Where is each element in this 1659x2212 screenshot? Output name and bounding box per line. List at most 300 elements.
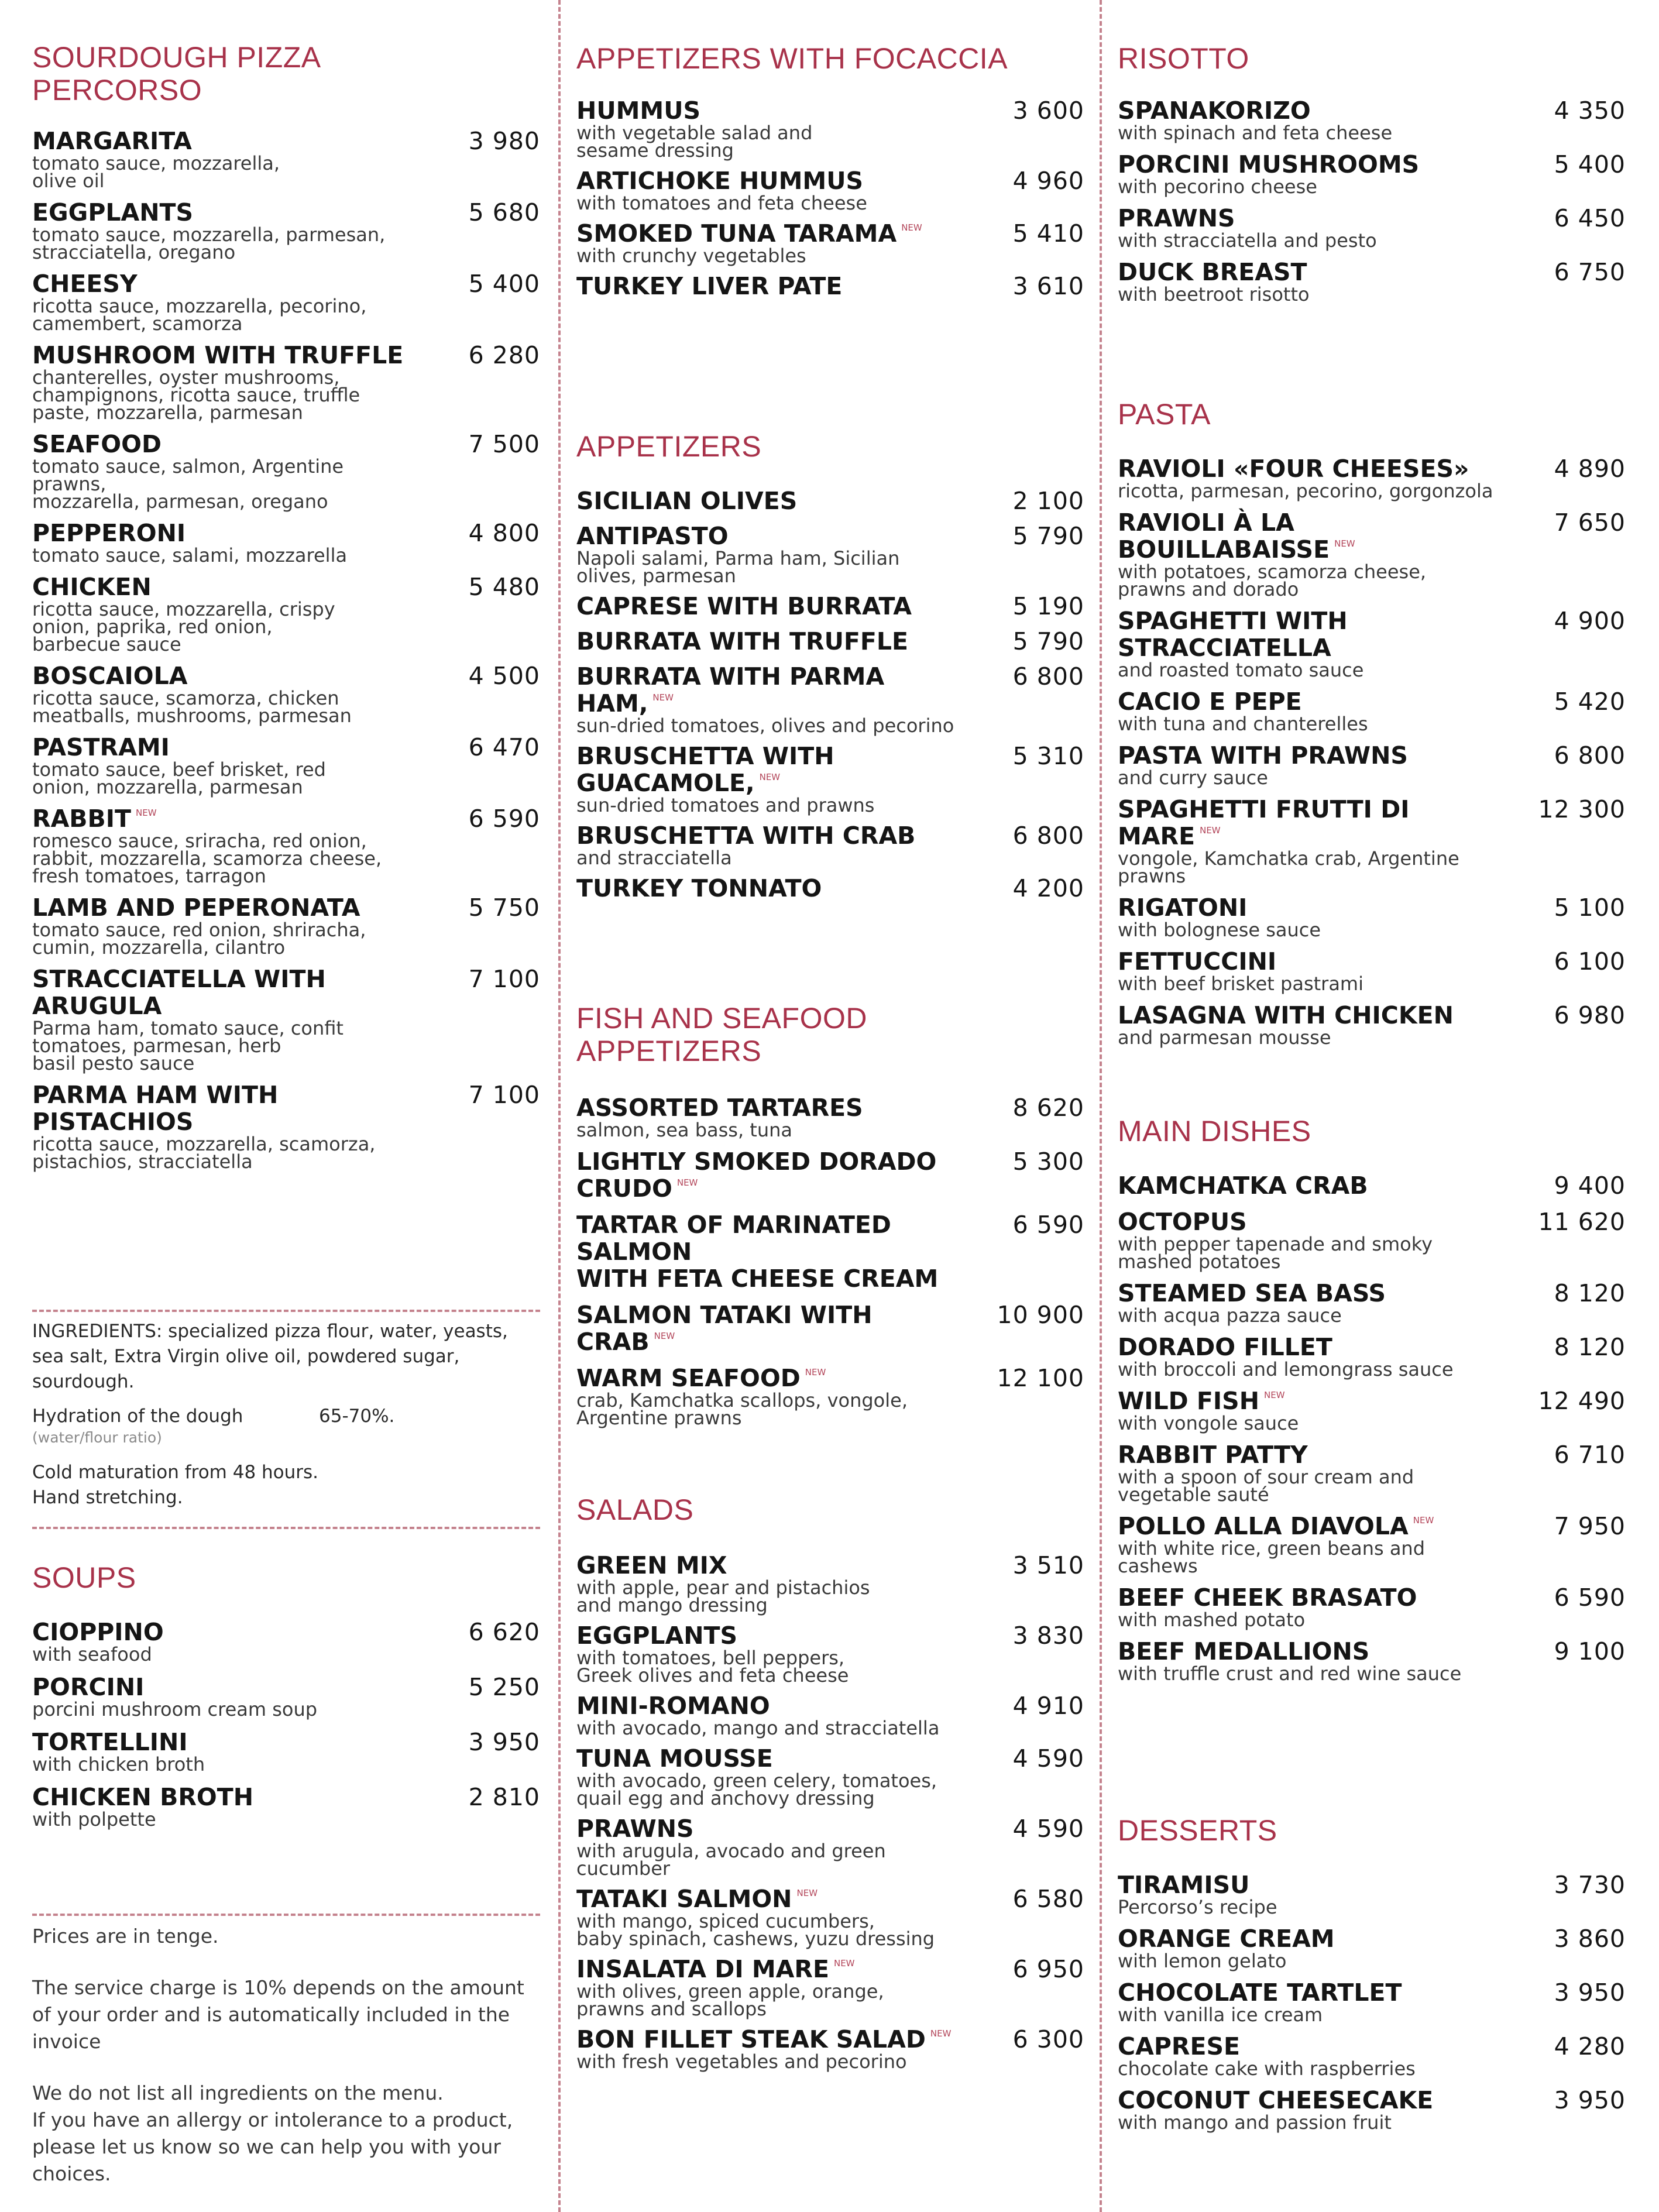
item-description: with chicken broth [32, 1753, 205, 1775]
new-badge: NEW [1334, 538, 1355, 549]
new-badge: NEW [676, 1177, 698, 1188]
item-name-text: ORANGE CREAM [1118, 1925, 1335, 1953]
item-description: with avocado, mango and stracciatella [576, 1717, 940, 1739]
menu-item [32, 430, 540, 513]
item-name-text: GREEN MIX [576, 1551, 727, 1579]
item-price: 4 590 [1012, 1744, 1084, 1773]
item-name [32, 1081, 540, 1135]
menu-item [576, 662, 1084, 737]
item-name [1118, 1638, 1626, 1665]
item-name [1118, 1871, 1626, 1898]
item-description: with white rice, green beans and cashews [1118, 1537, 1426, 1577]
item-price: 6 300 [1012, 2025, 1084, 2053]
item-description: chocolate cake with raspberries [1118, 2058, 1416, 2080]
item-name [576, 1956, 1084, 1983]
item-price: 4 960 [1012, 167, 1084, 195]
item-name-text: RIGATONI [1118, 894, 1248, 922]
item-name-text: SPANAKORIZO [1118, 97, 1311, 125]
item-description: with apple, pear and pistachios and mango dressing [576, 1576, 870, 1616]
item-description: with arugula, avocado and green cucumber [576, 1840, 886, 1880]
menu-item [1118, 509, 1626, 598]
item-name [1118, 2033, 1626, 2060]
menu-item [576, 487, 1084, 514]
item-price: 9 400 [1554, 1172, 1626, 1200]
divider [32, 1527, 540, 1529]
item-name-text: CHICKEN BROTH [32, 1783, 254, 1811]
item-price: 3 610 [1012, 272, 1084, 300]
menu-item [1118, 796, 1626, 885]
item-name [32, 1674, 540, 1701]
item-description: with pecorino cheese [1118, 176, 1317, 198]
item-description: ricotta sauce, mozzarella, scamorza, pistachios, stracciatella [32, 1133, 376, 1173]
menu-item [1118, 455, 1626, 500]
item-price: 4 200 [1012, 874, 1084, 902]
menu-item [32, 662, 540, 727]
item-name [1118, 509, 1626, 563]
menu-list [1118, 97, 1626, 303]
item-name-text: MUSHROOM WITH TRUFFLE [32, 341, 404, 369]
menu-item [1118, 607, 1626, 679]
item-name-text: SEAFOOD [32, 430, 162, 458]
menu-item [32, 270, 540, 335]
main-section [1118, 1115, 1626, 1685]
item-price: 4 500 [468, 662, 540, 690]
item-name-text: LAMB AND PEPERONATA [32, 894, 360, 922]
item-description: ricotta sauce, mozzarella, pecorino, camembert, scamorza [32, 295, 367, 335]
menu-item [1118, 1925, 1626, 1970]
menu-item [576, 220, 1084, 265]
item-description: porcini mushroom cream soup [32, 1698, 318, 1720]
item-description: and roasted tomato sauce [1118, 659, 1364, 681]
item-description: salmon, sea bass, tuna [576, 1119, 793, 1141]
item-price: 6 800 [1554, 741, 1626, 770]
item-description: with spinach and feta cheese [1118, 122, 1393, 144]
item-price: 3 730 [1554, 1871, 1626, 1899]
new-badge: NEW [930, 2028, 952, 2039]
item-name-text: STEAMED SEA BASS [1118, 1279, 1386, 1307]
item-name-text: CACIO E PEPE [1118, 688, 1302, 716]
item-description: tomato sauce, salami, mozzarella [32, 544, 348, 566]
item-name-text: BON FILLET STEAK SALAD [576, 2025, 926, 2053]
item-price: 4 910 [1012, 1692, 1084, 1720]
item-name [576, 628, 1084, 655]
item-price: 3 510 [1012, 1551, 1084, 1579]
menu-item [576, 1365, 1084, 1427]
new-badge: NEW [652, 692, 674, 703]
footer-notes [32, 1914, 540, 2187]
item-name-text: BEEF CHEEK BRASATO [1118, 1584, 1417, 1612]
item-name [576, 97, 1084, 124]
item-name-text: TIRAMISU [1118, 1871, 1250, 1899]
item-name [576, 2026, 1084, 2053]
column-divider-right [1100, 0, 1102, 2212]
item-price: 12 300 [1538, 795, 1626, 823]
item-name-text: BURRATA WITH TRUFFLE [576, 627, 909, 655]
item-price: 3 950 [1554, 1979, 1626, 2007]
item-price: 5 400 [468, 270, 540, 298]
item-description: with truffle crust and red wine sauce [1118, 1663, 1462, 1685]
item-name-text: RAVIOLI À LA BOUILLABAISSE [1118, 509, 1330, 564]
item-description: tomato sauce, salmon, Argentine prawns, mozzarella, parmesan, oregano [32, 455, 344, 513]
item-name-text: BURRATA WITH PARMA HAM, [576, 662, 885, 717]
menu-item [576, 273, 1084, 300]
item-name-text: WARM SEAFOOD [576, 1364, 801, 1392]
item-name-text: PRAWNS [1118, 204, 1235, 232]
item-price: 4 800 [468, 519, 540, 547]
item-description: Percorso’s recipe [1118, 1896, 1277, 1918]
item-name-text: BEEF MEDALLIONS [1118, 1637, 1370, 1665]
menu-item [1118, 741, 1626, 789]
item-price: 5 310 [1012, 742, 1084, 770]
item-name-text: BRUSCHETTA WITH GUACAMOLE, [576, 742, 834, 797]
item-price: 6 620 [468, 1618, 540, 1646]
item-name [576, 1094, 1084, 1121]
item-name-text: TUNA MOUSSE [576, 1744, 773, 1773]
item-name-text: FETTUCCINI [1118, 947, 1277, 976]
item-name [1118, 1979, 1626, 2006]
item-name-text: PASTA WITH PRAWNS [1118, 741, 1408, 770]
item-price: 3 980 [468, 127, 540, 155]
item-name [576, 1885, 1084, 1912]
item-name-text: RABBIT [32, 805, 132, 833]
new-badge: NEW [759, 772, 781, 782]
item-name [1118, 97, 1626, 124]
section-title: FISH AND SEAFOOD APPETIZERS [576, 1002, 867, 1067]
risotto-section [1118, 42, 1626, 303]
menu-item [32, 341, 540, 424]
item-name-text: SALMON TATAKI WITH CRAB [576, 1301, 873, 1356]
menu-item [32, 966, 540, 1072]
item-description: tomato sauce, mozzarella, parmesan, stracciatella, oregano [32, 224, 386, 263]
section-title: APPETIZERS WITH FOCACCIA [576, 42, 1008, 75]
item-price: 4 280 [1554, 2032, 1626, 2060]
section-title: SOURDOUGH PIZZA PERCORSO [32, 41, 321, 107]
item-price: 4 890 [1554, 455, 1626, 483]
menu-item [1118, 1871, 1626, 1916]
item-name-text: STRACCIATELLA WITH ARUGULA [32, 965, 326, 1020]
menu-list [576, 1551, 1084, 2073]
item-name [576, 487, 1084, 514]
item-price: 5 410 [1012, 219, 1084, 248]
item-price: 4 590 [1012, 1815, 1084, 1843]
menu-item [32, 1081, 540, 1173]
item-price: 12 100 [997, 1364, 1084, 1392]
item-price: 7 100 [468, 965, 540, 993]
menu-list [1118, 1172, 1626, 1685]
item-name-text: RAVIOLI «FOUR CHEESES» [1118, 455, 1469, 483]
menu-item [32, 199, 540, 261]
item-price: 7 650 [1554, 509, 1626, 537]
item-price: 8 120 [1554, 1279, 1626, 1307]
menu-item [576, 1622, 1084, 1687]
menu-item [1118, 688, 1626, 733]
maturation-note: Cold maturation from 48 hours. [32, 1462, 319, 1483]
item-name [32, 1619, 540, 1646]
item-description: with bolognese sauce [1118, 919, 1321, 941]
item-price: 6 710 [1554, 1441, 1626, 1469]
section-title: SOUPS [32, 1561, 136, 1594]
item-name [1118, 1513, 1626, 1540]
item-name [576, 875, 1084, 902]
menu-item [1118, 2086, 1626, 2134]
item-name [1118, 2087, 1626, 2114]
item-name [1118, 948, 1626, 975]
item-price: 5 400 [1554, 150, 1626, 178]
item-name [32, 199, 540, 226]
new-badge: NEW [136, 808, 157, 818]
menu-item [32, 1674, 540, 1718]
item-name-text: LIGHTLY SMOKED DORADO CRUDO [576, 1148, 937, 1203]
item-description: sun-dried tomatoes and prawns [576, 794, 875, 816]
item-description: with tomatoes and feta cheese [576, 192, 867, 214]
item-name-text: EGGPLANTS [576, 1622, 738, 1650]
column-divider-left [558, 0, 561, 2212]
item-name-text: LASAGNA WITH CHICKEN [1118, 1001, 1454, 1029]
menu-item [576, 1148, 1084, 1202]
menu-item [1118, 894, 1626, 939]
item-price: 5 480 [468, 573, 540, 601]
menu-item [576, 2025, 1084, 2073]
item-description: with broccoli and lemongrass sauce [1118, 1358, 1454, 1380]
item-description: vongole, Kamchatka crab, Argentine prawns [1118, 847, 1459, 887]
item-description: ricotta, parmesan, pecorino, gorgonzola [1118, 480, 1493, 502]
item-name [32, 431, 540, 458]
menu-list [32, 1619, 540, 1828]
section-title: RISOTTO [1118, 42, 1249, 75]
item-price: 5 750 [468, 894, 540, 922]
menu-list [32, 127, 540, 1173]
item-name-text: PASTRAMI [32, 733, 170, 761]
menu-list [576, 1094, 1084, 1427]
item-description: with beef brisket pastrami [1118, 973, 1363, 995]
menu-list [576, 487, 1084, 902]
item-price: 7 500 [468, 430, 540, 458]
section-title: SALADS [576, 1493, 694, 1526]
menu-item [32, 1619, 540, 1663]
item-name [32, 1729, 540, 1756]
new-badge: NEW [654, 1331, 675, 1341]
item-name [576, 220, 1084, 247]
item-description: Parma ham, tomato sauce, confit tomatoes, parmesan, herb basil pesto sauce [32, 1017, 344, 1074]
item-price: 3 860 [1554, 1925, 1626, 1953]
item-name-text: INSALATA DI MARE [576, 1955, 829, 1983]
item-price: 11 620 [1538, 1208, 1626, 1236]
item-name [576, 1552, 1084, 1579]
item-price: 5 300 [1012, 1148, 1084, 1176]
section-title: APPETIZERS [576, 430, 762, 463]
item-description: with stracciatella and pesto [1118, 229, 1377, 252]
menu-item [576, 593, 1084, 620]
allergy-note: We do not list all ingredients on the menu. If you have an allergy or intolerance to a product, please let us know so we can help you with your choices. [32, 2082, 513, 2185]
item-name-text: POLLO ALLA DIAVOLA [1118, 1512, 1409, 1540]
new-badge: NEW [901, 222, 922, 233]
item-price: 6 590 [1554, 1584, 1626, 1612]
item-description: with seafood [32, 1643, 152, 1665]
item-price: 7 950 [1554, 1512, 1626, 1540]
menu-item [576, 875, 1084, 902]
item-name [576, 167, 1084, 194]
item-price: 6 950 [1012, 1955, 1084, 1983]
item-description: with vanilla ice cream [1118, 2004, 1323, 2026]
item-name [1118, 742, 1626, 769]
item-price: 8 620 [1012, 1094, 1084, 1122]
item-price: 6 470 [468, 733, 540, 761]
item-price: 6 750 [1554, 258, 1626, 286]
section-title: PASTA [1118, 398, 1211, 431]
menu-item [576, 1745, 1084, 1807]
menu-item [1118, 1279, 1626, 1327]
stretching-note: Hand stretching. [32, 1487, 183, 1508]
item-price: 2 100 [1012, 487, 1084, 515]
new-badge: NEW [796, 1888, 818, 1898]
hydration-sub: (water/flour ratio) [32, 1429, 162, 1446]
item-name [1118, 1172, 1626, 1199]
item-name-text: TATAKI SALMON [576, 1885, 792, 1913]
item-name [576, 1745, 1084, 1772]
item-name-text: MINI-ROMANO [576, 1692, 770, 1720]
item-price: 2 810 [468, 1783, 540, 1811]
item-name-text: CAPRESE [1118, 2032, 1240, 2060]
item-description: chanterelles, oyster mushrooms, champignons, ricotta sauce, truffle paste, mozzarella, parmesan [32, 366, 360, 424]
ingredients-note: INGREDIENTS: specialized pizza flour, water, yeasts, sea salt, Extra Virgin olive oil, powdered sugar, sourdough. [32, 1321, 508, 1392]
menu-list [1118, 455, 1626, 1049]
menu-item [576, 1956, 1084, 2018]
menu-item [1118, 1387, 1626, 1432]
appetizers-section [576, 430, 1084, 902]
item-description: and stracciatella [576, 847, 732, 869]
item-name-text: CHICKEN [32, 573, 152, 601]
item-price: 3 950 [1554, 2086, 1626, 2114]
item-price: 5 680 [468, 198, 540, 226]
item-name [32, 270, 540, 297]
item-name-text: KAMCHATKA CRAB [1118, 1172, 1368, 1200]
item-name [576, 663, 1084, 717]
item-name-text: PRAWNS [576, 1815, 694, 1843]
menu-item [32, 573, 540, 653]
item-description: with beetroot risotto [1118, 283, 1310, 305]
item-name-text: SICILIAN OLIVES [576, 487, 798, 515]
item-name [32, 966, 540, 1019]
menu-item [32, 128, 540, 190]
fish-section [576, 1002, 1084, 1427]
item-price: 5 420 [1554, 688, 1626, 716]
item-description: with tomatoes, bell peppers, Greek olives and feta cheese [576, 1647, 849, 1687]
prices-note: Prices are in tenge. [32, 1925, 219, 1947]
menu-item [1118, 1513, 1626, 1575]
item-name [1118, 1441, 1626, 1468]
menu-item [32, 805, 540, 885]
item-name-text: PORCINI MUSHROOMS [1118, 150, 1420, 178]
item-description: with lemon gelato [1118, 1950, 1287, 1972]
item-description: with olives, green apple, orange, prawns and scallops [576, 1980, 884, 2020]
item-name [1118, 688, 1626, 715]
item-name [1118, 259, 1626, 286]
menu-item [576, 1692, 1084, 1737]
item-price: 5 190 [1012, 592, 1084, 620]
menu-item [32, 734, 540, 796]
menu-item [576, 1301, 1084, 1355]
menu-item [576, 628, 1084, 655]
item-name [1118, 1584, 1626, 1611]
item-name [1118, 1925, 1626, 1952]
item-name [576, 1211, 1084, 1292]
item-price: 4 350 [1554, 97, 1626, 125]
item-description: and parmesan mousse [1118, 1026, 1331, 1049]
menu-list [1118, 1871, 1626, 2134]
pizza-section [32, 41, 540, 1173]
item-name [1118, 894, 1626, 921]
item-name-text: ANTIPASTO [576, 522, 729, 550]
item-name [1118, 455, 1626, 482]
item-price: 6 800 [1012, 822, 1084, 850]
item-price: 8 120 [1554, 1333, 1626, 1361]
item-price: 7 100 [468, 1081, 540, 1109]
menu-item [1118, 2032, 1626, 2080]
menu-list [576, 97, 1084, 300]
item-name-text: PORCINI [32, 1673, 145, 1701]
item-description: with vongole sauce [1118, 1412, 1299, 1434]
item-name-text: TURKEY LIVER PATE [576, 272, 843, 300]
item-name [32, 520, 540, 547]
item-name [32, 573, 540, 600]
menu-item [576, 1094, 1084, 1139]
item-name [1118, 1280, 1626, 1307]
new-badge: NEW [1200, 825, 1221, 836]
menu-item [32, 894, 540, 959]
item-price: 5 790 [1012, 522, 1084, 550]
item-price: 6 450 [1554, 204, 1626, 232]
menu-item [576, 167, 1084, 212]
menu-item [1118, 1172, 1626, 1199]
item-name-text: TARTAR OF MARINATED SALMON WITH FETA CHEESE CREAM [576, 1211, 939, 1293]
hydration-row [32, 1404, 540, 1429]
item-price: 3 950 [468, 1728, 540, 1756]
item-name [576, 1815, 1084, 1842]
item-name-text: CHEESY [32, 270, 138, 298]
item-price: 6 590 [468, 805, 540, 833]
item-name [1118, 151, 1626, 178]
menu-item [576, 1815, 1084, 1880]
pizza-notes [32, 1310, 540, 1529]
menu-item [32, 1729, 540, 1773]
item-name [32, 805, 540, 832]
item-name [32, 128, 540, 154]
item-description: with mango and passion fruit [1118, 2111, 1392, 2134]
item-description: with fresh vegetables and pecorino [576, 2050, 907, 2073]
item-price: 10 900 [997, 1301, 1084, 1329]
item-name-text: DORADO FILLET [1118, 1333, 1332, 1361]
divider [32, 1914, 540, 1916]
item-price: 12 490 [1538, 1387, 1626, 1415]
menu-item [576, 822, 1084, 867]
menu-item [1118, 1334, 1626, 1378]
salads-section [576, 1493, 1084, 2073]
new-badge: NEW [805, 1367, 826, 1378]
item-name-text: OCTOPUS [1118, 1208, 1247, 1236]
item-name-text: BRUSCHETTA WITH CRAB [576, 822, 916, 850]
item-price: 4 900 [1554, 607, 1626, 635]
item-price: 5 250 [468, 1673, 540, 1701]
item-name [32, 342, 540, 369]
item-name-text: PEPPERONI [32, 519, 186, 547]
item-name-text: BOSCAIOLA [32, 662, 188, 690]
item-description: with a spoon of sour cream and vegetable sauté [1118, 1466, 1414, 1506]
item-description: romesco sauce, sriracha, red onion, rabbit, mozzarella, scamorza cheese, fresh tomatoes, tarragon [32, 830, 382, 887]
item-price: 9 100 [1554, 1637, 1626, 1665]
item-price: 6 800 [1012, 662, 1084, 691]
menu-item [576, 1211, 1084, 1292]
menu-item [1118, 204, 1626, 252]
